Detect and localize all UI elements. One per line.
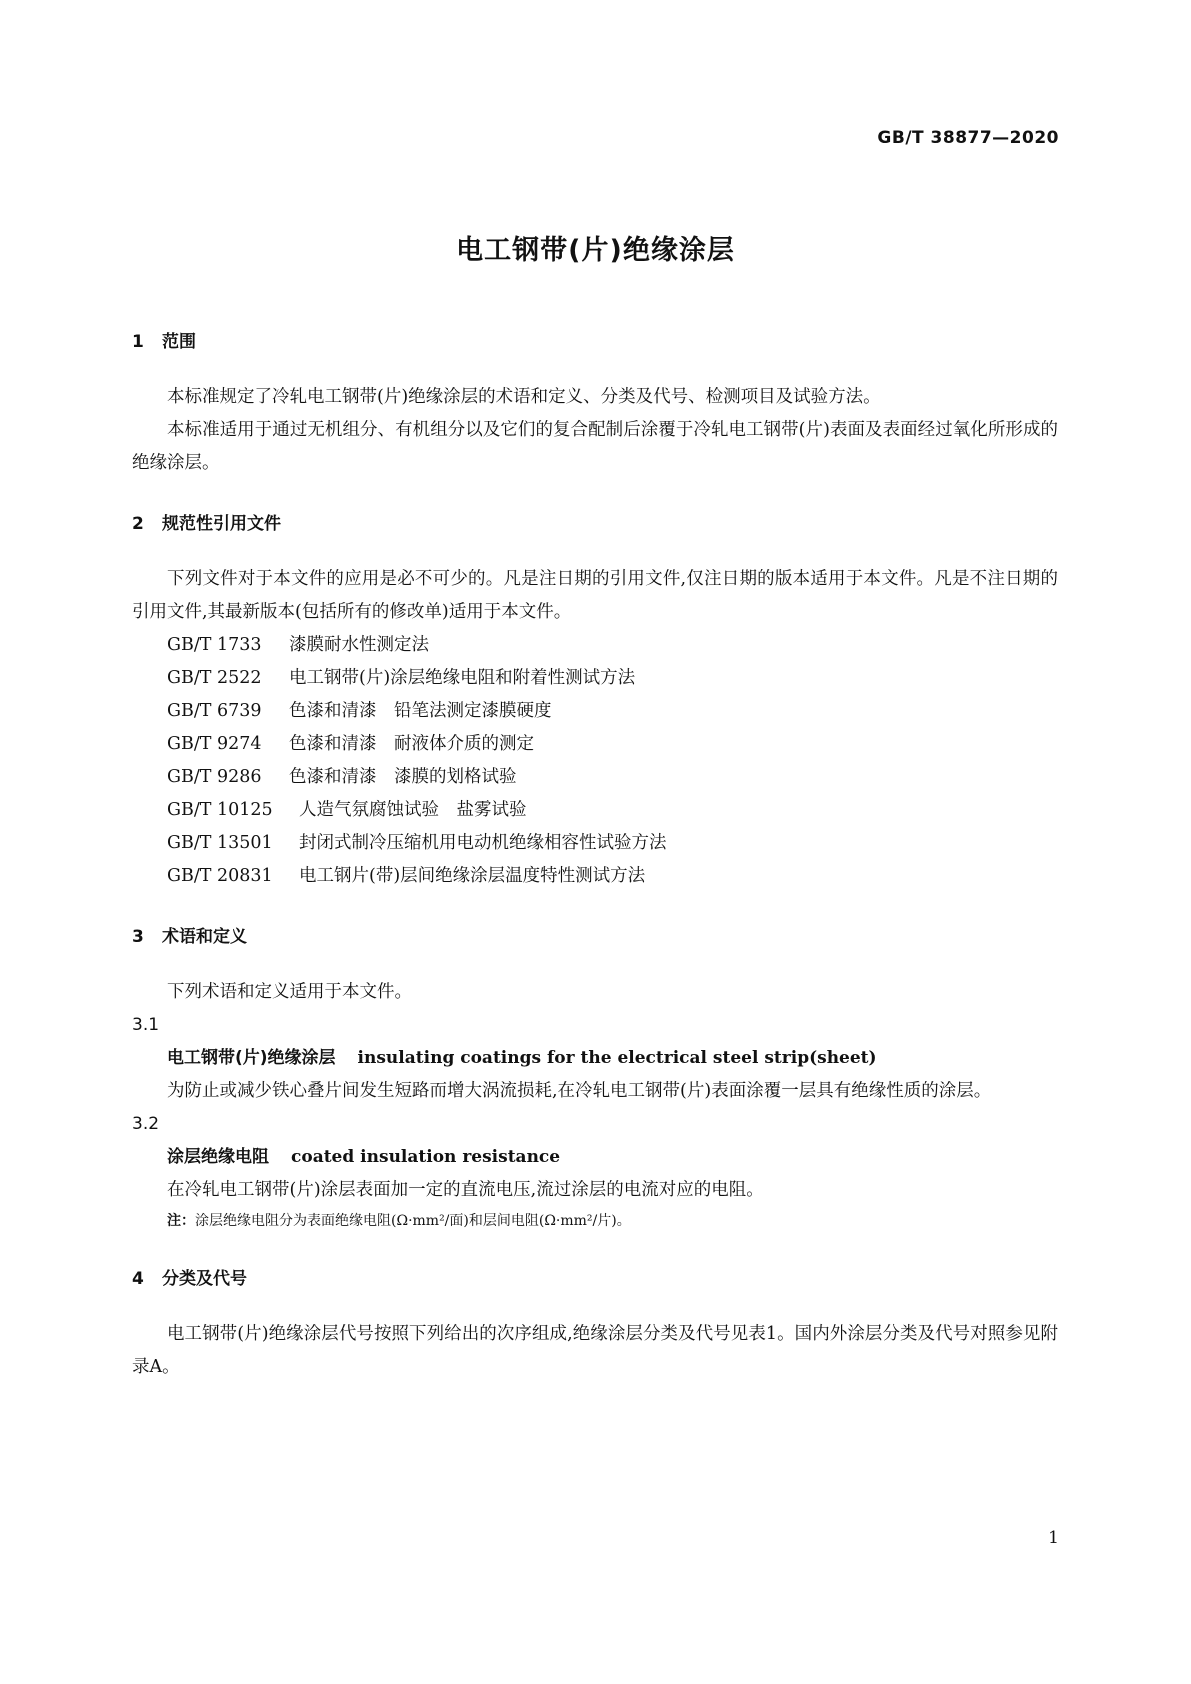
section-number: 3 [132, 927, 144, 947]
reference-title: 封闭式制冷压缩机用电动机绝缘相容性试验方法 [299, 833, 667, 853]
reference-code: GB/T 1733 [167, 635, 262, 655]
section-1-paragraph-2: 本标准适用于通过无机组分、有机组分以及它们的复合配制后涂覆于冷轧电工钢带(片)表面及表面经过氧化所形成的绝缘涂层。 [132, 420, 1058, 473]
term-definition: 为防止或减少铁心叠片间发生短路而增大涡流损耗,在冷轧电工钢带(片)表面涂覆一层具有绝缘性质的涂层。 [167, 1081, 992, 1101]
section-2-heading [132, 508, 1058, 541]
standard-code: GB/T 38877—2020 [877, 128, 1059, 148]
reference-title: 电工钢带(片)涂层绝缘电阻和附着性测试方法 [289, 668, 636, 688]
term-chinese: 电工钢带(片)绝缘涂层 [167, 1048, 336, 1068]
reference-item [132, 794, 1058, 827]
section-1-heading [132, 326, 1058, 359]
reference-title: 漆膜耐水性测定法 [289, 635, 429, 655]
reference-code: GB/T 2522 [167, 668, 262, 688]
term-chinese: 涂层绝缘电阻 [167, 1147, 269, 1167]
reference-item [132, 629, 1058, 662]
document-body [132, 326, 1058, 1384]
note-label: 注： [167, 1213, 195, 1229]
term-number: 3.1 [132, 1015, 160, 1035]
term-definition: 在冷轧电工钢带(片)涂层表面加一定的直流电压,流过涂层的电流对应的电阻。 [167, 1180, 764, 1200]
page-number: 1 [1048, 1528, 1059, 1548]
term-english: insulating coatings for the electrical steel strip(sheet) [357, 1048, 877, 1068]
reference-item [132, 662, 1058, 695]
reference-item [132, 695, 1058, 728]
reference-title: 色漆和清漆 耐液体介质的测定 [289, 734, 534, 754]
reference-code: GB/T 20831 [167, 866, 273, 886]
section-4-paragraph: 电工钢带(片)绝缘涂层代号按照下列给出的次序组成,绝缘涂层分类及代号见表1。国内外涂层分类及代号对照参见附录A。 [132, 1324, 1058, 1377]
reference-item [132, 728, 1058, 761]
reference-item [132, 860, 1058, 893]
reference-code: GB/T 13501 [167, 833, 273, 853]
reference-item [132, 827, 1058, 860]
reference-title: 色漆和清漆 漆膜的划格试验 [289, 767, 517, 787]
section-2-intro: 下列文件对于本文件的应用是必不可少的。凡是注日期的引用文件,仅注日期的版本适用于本文件。凡是不注日期的引用文件,其最新版本(包括所有的修改单)适用于本文件。 [132, 569, 1058, 622]
reference-title: 电工钢片(带)层间绝缘涂层温度特性测试方法 [299, 866, 646, 886]
term-heading [132, 1042, 1058, 1075]
section-title: 分类及代号 [162, 1269, 247, 1289]
term-note [132, 1207, 1058, 1235]
reference-item [132, 761, 1058, 794]
section-1-paragraph-1: 本标准规定了冷轧电工钢带(片)绝缘涂层的术语和定义、分类及代号、检测项目及试验方法。 [167, 387, 881, 407]
term-english: coated insulation resistance [291, 1147, 561, 1167]
section-number: 2 [132, 514, 144, 534]
reference-code: GB/T 9274 [167, 734, 262, 754]
term-number: 3.2 [132, 1114, 160, 1134]
section-4-heading [132, 1263, 1058, 1296]
section-number: 1 [132, 332, 144, 352]
section-3-heading [132, 921, 1058, 954]
reference-code: GB/T 10125 [167, 800, 273, 820]
term-heading [132, 1141, 1058, 1174]
reference-code: GB/T 6739 [167, 701, 262, 721]
note-text: 涂层绝缘电阻分为表面绝缘电阻(Ω·mm²/面)和层间电阻(Ω·mm²/片)。 [195, 1213, 631, 1229]
reference-code: GB/T 9286 [167, 767, 262, 787]
section-title: 范围 [162, 332, 196, 352]
section-title: 规范性引用文件 [162, 514, 281, 534]
reference-title: 人造气氛腐蚀试验 盐雾试验 [299, 800, 527, 820]
section-title: 术语和定义 [162, 927, 247, 947]
section-number: 4 [132, 1269, 144, 1289]
reference-list [132, 629, 1058, 893]
document-title: 电工钢带(片)绝缘涂层 [456, 235, 735, 266]
section-3-intro: 下列术语和定义适用于本文件。 [167, 982, 412, 1002]
reference-title: 色漆和清漆 铅笔法测定漆膜硬度 [289, 701, 552, 721]
